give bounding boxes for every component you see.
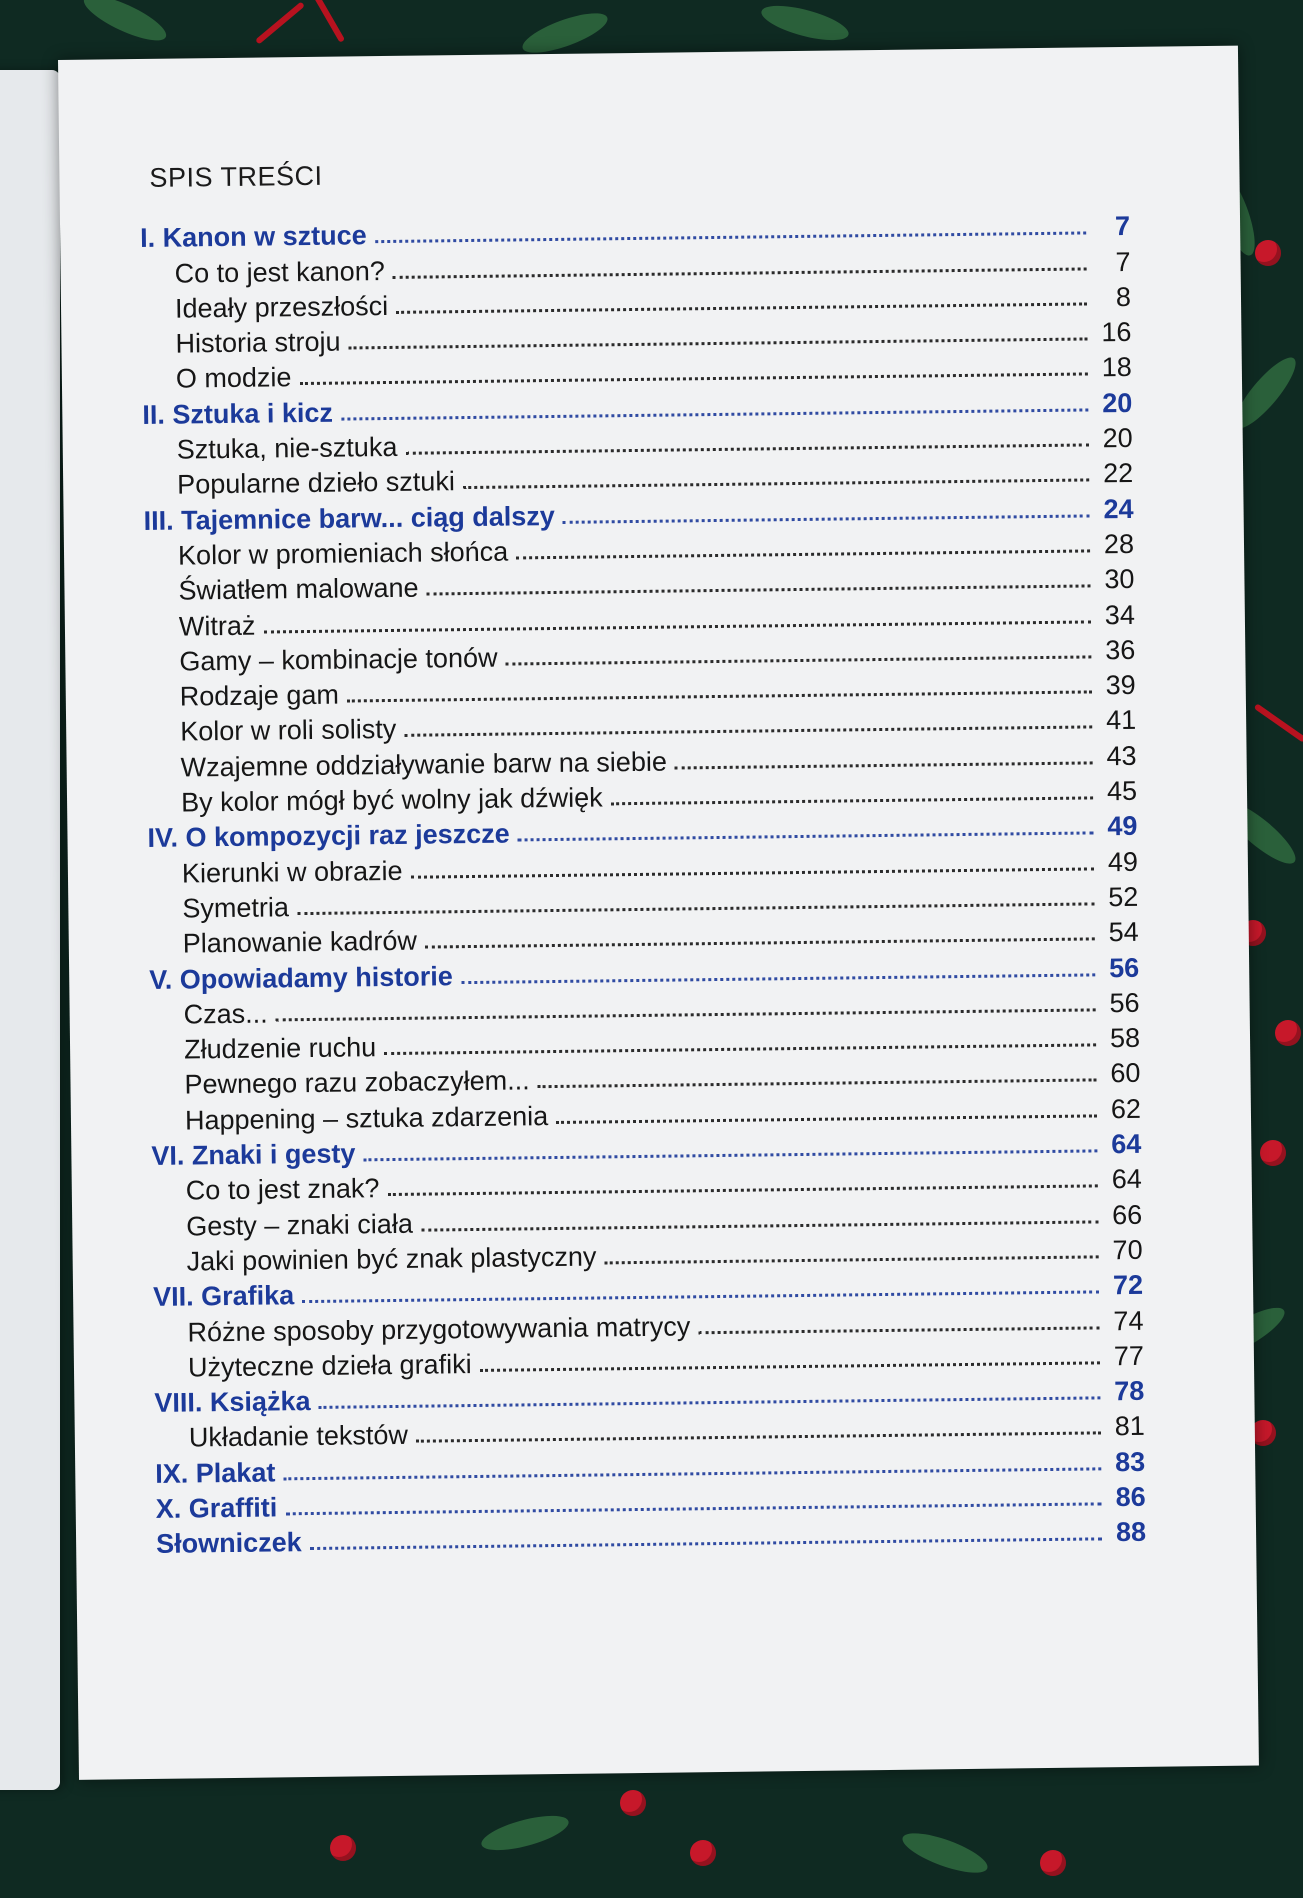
toc-entry-title: V. Opowiadamy historie [149, 960, 453, 995]
twig-decoration [1254, 703, 1303, 742]
facing-page-edge [0, 70, 60, 1790]
toc-entry-title: Gamy – kombinacje tonów [179, 642, 498, 677]
dot-leader [425, 938, 1095, 949]
dot-leader [698, 1326, 1099, 1334]
toc-entry-title: Historia stroju [175, 326, 341, 359]
dot-leader [427, 585, 1091, 596]
toc-entry-title: O modzie [175, 362, 292, 395]
berry-decoration [1275, 1020, 1301, 1046]
page-title: SPIS TREŚCI [149, 160, 323, 193]
dot-leader [611, 796, 1093, 805]
berry-decoration [330, 1835, 356, 1861]
toc-page-number: 56 [1108, 952, 1140, 983]
dot-leader [319, 1396, 1101, 1409]
toc-page-number: 20 [1102, 387, 1133, 419]
toc-entry-title: Ideały przeszłości [174, 290, 389, 324]
berry-decoration [690, 1840, 716, 1866]
toc-entry-title: VI. Znaki i gesty [151, 1138, 356, 1171]
toc-entry-title: Układanie tekstów [188, 1420, 409, 1453]
toc-entry-title: Jaki powinien być znak plastyczny [186, 1241, 597, 1277]
document-page [58, 46, 1259, 1780]
dot-leader [393, 267, 1087, 278]
toc-page-number: 74 [1113, 1305, 1144, 1336]
toc-page-number: 16 [1101, 317, 1132, 348]
dot-leader [341, 408, 1088, 420]
toc-entry-title: Słowniczek [155, 1527, 302, 1560]
dot-leader [387, 1185, 1097, 1197]
toc-entry-title: Witraż [178, 610, 256, 642]
leaf-decoration [758, 0, 852, 47]
dot-leader [364, 1149, 1098, 1161]
toc-page-number: 64 [1111, 1164, 1142, 1195]
dot-leader [263, 620, 1090, 633]
table-of-contents [140, 207, 1146, 1560]
dot-leader [276, 1008, 1096, 1021]
toc-entry-title: Złudzenie ruchu [183, 1032, 377, 1065]
toc-entry-title: Użyteczne dzieła grafiki [187, 1348, 472, 1383]
toc-page-number: 88 [1115, 1517, 1147, 1548]
toc-page-number: 64 [1111, 1128, 1142, 1160]
toc-entry-title: Sztuka, nie-sztuka [176, 431, 398, 465]
dot-leader [675, 761, 1093, 769]
dot-leader [411, 867, 1094, 878]
leaf-decoration [898, 1825, 991, 1880]
toc-page-number: 77 [1113, 1340, 1145, 1371]
toc-entry-title: Co to jest znak? [185, 1173, 380, 1206]
toc-page-number: 56 [1109, 987, 1140, 1019]
toc-entry-title: Kolor w roli solisty [180, 714, 397, 748]
toc-page-number: 86 [1115, 1481, 1146, 1513]
leaf-decoration [478, 1809, 572, 1857]
toc-page-number: 70 [1112, 1234, 1143, 1266]
toc-page-number: 18 [1101, 352, 1133, 383]
toc-page-number: 52 [1108, 881, 1139, 913]
toc-entry-title: Planowanie kadrów [182, 925, 418, 959]
dot-leader [396, 302, 1087, 313]
toc-page-number: 7 [1114, 211, 1131, 242]
toc-entry-title: Rodzaje gam [179, 679, 340, 712]
toc-page-number: 72 [1112, 1270, 1144, 1301]
toc-page-number: 28 [1103, 528, 1135, 560]
dot-leader [538, 1079, 1097, 1089]
dot-leader [604, 1255, 1098, 1264]
dot-leader [461, 973, 1095, 984]
toc-entry-title: Pewnego razu zobaczyłem... [184, 1065, 530, 1100]
toc-page-number: 81 [1114, 1411, 1145, 1442]
dot-leader [302, 1291, 1099, 1304]
toc-entry-title: III. Tajemnice barw... ciąg dalszy [143, 500, 555, 536]
dot-leader [375, 232, 1086, 244]
toc-page-number: 24 [1103, 493, 1134, 524]
toc-entry-title: Czas... [183, 998, 268, 1030]
toc-entry-title: Wzajemne oddziaływanie barw na siebie [180, 746, 668, 783]
toc-entry-title: By kolor mógł być wolny jak dźwięk [180, 782, 603, 818]
dot-leader [405, 444, 1088, 455]
toc-page-number: 62 [1110, 1093, 1142, 1124]
berry-decoration [1255, 240, 1281, 266]
toc-entry-title: X. Graffiti [155, 1492, 278, 1524]
toc-page-number: 54 [1108, 917, 1139, 948]
dot-leader [283, 1467, 1101, 1480]
dot-leader [563, 514, 1090, 523]
toc-entry-title: Światłem malowane [178, 572, 419, 606]
leaf-decoration [518, 5, 611, 60]
toc-entry-title: Happening – sztuka zdarzenia [184, 1100, 549, 1136]
toc-page-number: 78 [1114, 1375, 1145, 1407]
toc-entry-title: Co to jest kanon? [174, 255, 385, 289]
toc-page-number: 20 [1102, 422, 1133, 454]
toc-entry-title: IV. O kompozycji raz jeszcze [147, 818, 510, 854]
toc-entry-title: Gesty – znaki ciała [186, 1208, 414, 1242]
twig-decoration [255, 1, 305, 44]
dot-leader [300, 373, 1088, 386]
dot-leader [463, 479, 1089, 490]
dot-leader [310, 1538, 1102, 1551]
toc-entry-title: Popularne dzieło sztuki [177, 466, 456, 500]
toc-page-number: 45 [1106, 775, 1138, 807]
dot-leader [384, 1044, 1096, 1056]
dot-leader [404, 726, 1092, 737]
toc-page-number: 30 [1104, 564, 1135, 595]
dot-leader [285, 1502, 1101, 1515]
dot-leader [349, 338, 1088, 350]
toc-entry-title: IX. Plakat [155, 1457, 276, 1489]
toc-page-number: 66 [1111, 1199, 1143, 1230]
dot-leader [297, 902, 1094, 915]
toc-page-number: 49 [1107, 846, 1139, 877]
toc-entry-title: Kierunki w obrazie [181, 855, 403, 889]
toc-entry-title: VIII. Książka [154, 1386, 311, 1419]
toc-entry-title: Kolor w promieniach słońca [177, 536, 509, 571]
toc-entry-title: Symetria [182, 892, 290, 924]
toc-entry-title: VII. Grafika [152, 1280, 295, 1313]
dot-leader [347, 691, 1092, 703]
toc-page-number: 58 [1109, 1022, 1141, 1054]
dot-leader [556, 1114, 1097, 1124]
leaf-decoration [79, 0, 172, 49]
toc-page-number: 8 [1115, 281, 1132, 312]
dot-leader [518, 832, 1094, 842]
toc-page-number: 41 [1105, 705, 1137, 736]
toc-page-number: 83 [1114, 1446, 1146, 1477]
dot-leader [421, 1220, 1098, 1231]
toc-page-number: 36 [1105, 634, 1136, 666]
berry-decoration [620, 1790, 646, 1816]
dot-leader [506, 655, 1092, 665]
toc-page-number: 60 [1110, 1058, 1141, 1089]
dot-leader [516, 549, 1090, 559]
toc-entry-title: Różne sposoby przygotowywania matrycy [187, 1310, 691, 1348]
toc-entry-title: I. Kanon w sztuce [140, 220, 367, 254]
dot-leader [416, 1432, 1101, 1443]
toc-page-number: 49 [1107, 811, 1138, 842]
toc-page-number: 7 [1115, 246, 1131, 277]
berry-decoration [1260, 1140, 1286, 1166]
toc-page-number: 39 [1105, 670, 1136, 701]
toc-page-number: 34 [1104, 599, 1136, 630]
berry-decoration [1040, 1850, 1066, 1876]
toc-entry-title: II. Sztuka i kicz [142, 397, 334, 430]
toc-page-number: 43 [1106, 740, 1137, 771]
toc-page-number: 22 [1102, 458, 1134, 489]
twig-decoration [305, 0, 345, 43]
dot-leader [480, 1361, 1100, 1372]
